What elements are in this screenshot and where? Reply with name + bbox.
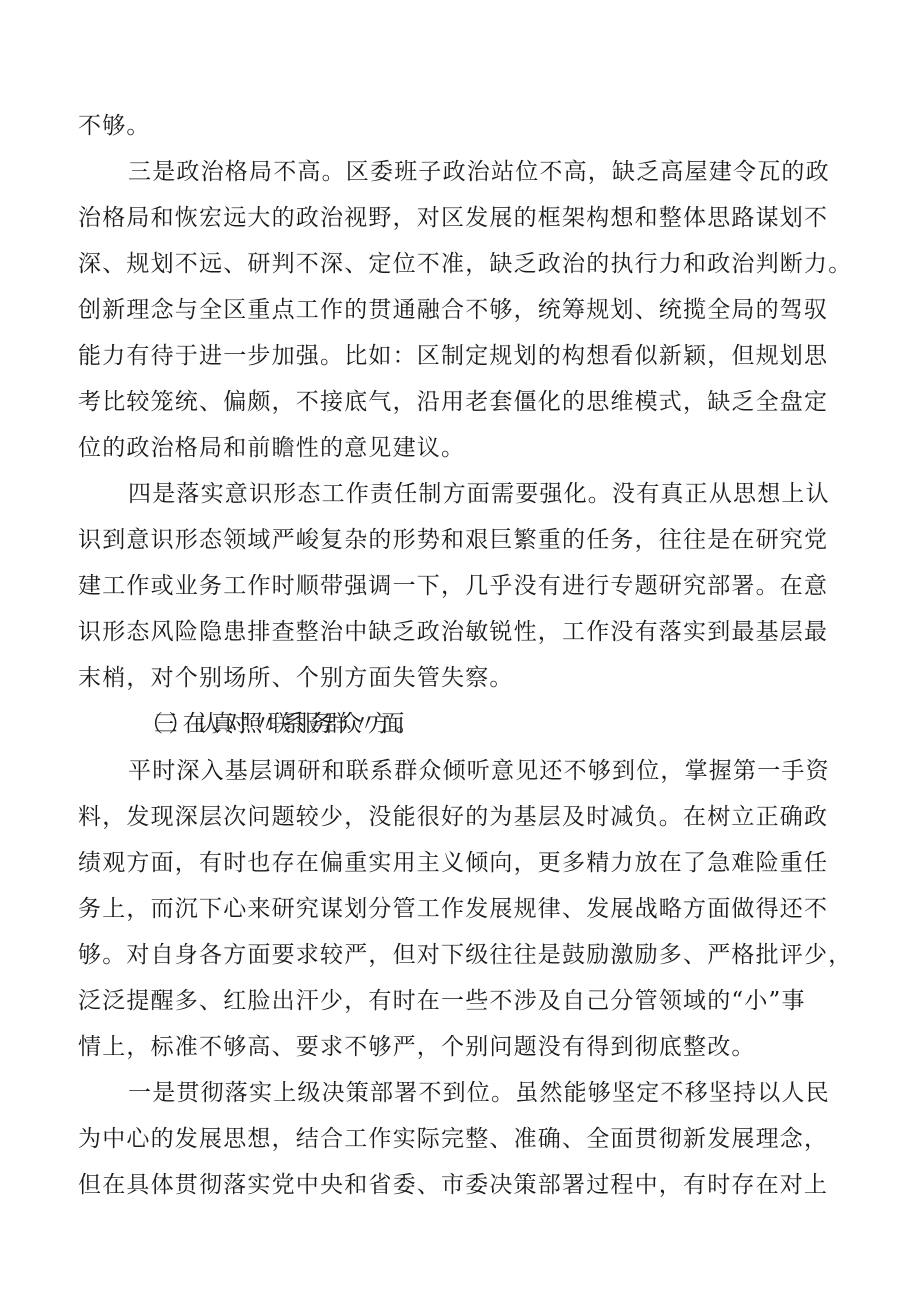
- paragraph-first-line: 平时深入基层调研和联系群众倾听意见还不够到位，掌握第一手资: [128, 758, 830, 784]
- body-text-line: 创新理念与全区重点工作的贯通融合不够，统筹规划、统揽全局的驾驭: [78, 297, 829, 323]
- paragraph-first-line: 一是贯彻落实上级决策部署不到位。虽然能够坚定不移坚持以人民: [128, 1080, 830, 1106]
- body-text-line: 够。对自身各方面要求较严，但对下级往往是鼓励激励多、严格批评少，: [78, 942, 853, 968]
- body-text-line: 识到意识形态领域严峻复杂的形势和艰巨繁重的任务，往往是在研究党: [78, 527, 829, 553]
- body-text-line: 能力有待于进一步加强。比如：区制定规划的构想看似新颖，但规划思: [78, 343, 829, 369]
- body-text-line: 料，发现深层次问题较少，没能很好的为基层及时减负。在树立正确政: [78, 804, 829, 830]
- paragraph-first-line: 四是落实意识形态工作责任制方面需要强化。没有真正从思想上认: [128, 481, 830, 507]
- body-text-line: 识形态风险隐患排查整治中缺乏政治敏锐性，工作没有落实到最基层最: [78, 619, 829, 645]
- body-text-line: 建工作或业务工作时顺带强调一下，几乎没有进行专题研究部署。在意: [78, 573, 829, 599]
- body-text-line: 绩观方面，有时也存在偏重实用主义倾向，更多精力放在了急难险重任: [78, 850, 829, 876]
- body-text-line: 泛泛提醒多、红脸出汗少，有时在一些不涉及自己分管领域的“小”事: [78, 988, 806, 1014]
- body-text-line: 但在具体贯彻落实党中央和省委、市委决策部署过程中，有时存在对上: [78, 1172, 829, 1198]
- body-text-line: 位的政治格局和前瞻性的意见建议。: [78, 435, 466, 461]
- section-heading: （三）在认真对照〃联系服务群众〃方面。: [140, 711, 410, 737]
- body-text-line: 务上，而沉下心来研究谋划分管工作发展规律、发展战略方面做得还不: [78, 896, 829, 922]
- paragraph-first-line: 三是政治格局不高。区委班子政治站位不高，缺乏高屋建令瓦的政: [128, 159, 830, 185]
- body-text-line: 不够。: [78, 113, 151, 139]
- body-text-line: 治格局和恢宏远大的政治视野，对区发展的框架构想和整体思路谋划不: [78, 205, 829, 231]
- body-text-line: 为中心的发展思想，结合工作实际完整、准确、全面贯彻新发展理念，: [78, 1126, 829, 1152]
- body-text-line: 情上，标准不够高、要求不够严，个别问题没有得到彻底整改。: [78, 1034, 756, 1060]
- body-text-line: 末梢，对个别场所、个别方面失管失察。: [78, 665, 514, 691]
- body-text-line: 深、规划不远、研判不深、定位不准，缺乏政治的执行力和政治判断力。: [78, 251, 853, 277]
- body-text-line: 考比较笼统、偏颇，不接底气，沿用老套僵化的思维模式，缺乏全盘定: [78, 389, 829, 415]
